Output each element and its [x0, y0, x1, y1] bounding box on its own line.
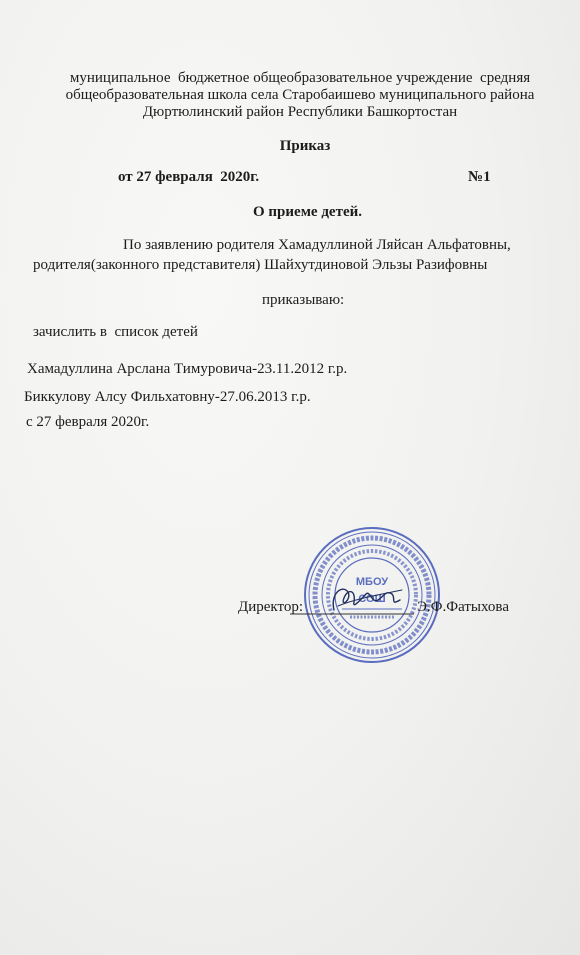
header-line-2: общеобразовательная школа села Старобаишево муниципального района — [65, 87, 535, 103]
enroll-text: зачислить в список детей — [33, 324, 198, 340]
school-header — [20, 70, 580, 121]
order-word: приказываю: — [262, 292, 345, 308]
seal-text-1: МБОУ — [355, 576, 389, 588]
child-entry-2: Биккулову Алсу Фильхатовну-27.06.2013 г.р. — [24, 389, 311, 405]
child-entry-1: Хамадуллина Арслана Тимуровича-23.11.2012 г.р. — [27, 361, 348, 377]
director-name: Э.Ф.Фатыхова — [417, 599, 509, 615]
header-line-3: Дюртюлинский район Республики Башкортостан — [142, 104, 458, 120]
order-subject: О приеме детей. — [253, 204, 362, 220]
header-line-1: муниципальное бюджетное общеобразовательное учреждение средняя — [69, 70, 531, 86]
document-title: Приказ — [279, 138, 331, 154]
enroll-date: с 27 февраля 2020г. — [26, 414, 150, 430]
seal-text-2: СОШ — [358, 593, 386, 605]
order-date: от 27 февраля 2020г. — [118, 169, 260, 185]
director-role: Директор: — [238, 599, 304, 615]
body-line-2: родителя(законного представителя) Шайхутдиновой Эльзы Разифовны — [33, 257, 488, 273]
body-line-1: По заявлению родителя Хамадуллиной Ляйсан Альфатовны, — [123, 237, 511, 253]
order-number: №1 — [468, 169, 491, 185]
